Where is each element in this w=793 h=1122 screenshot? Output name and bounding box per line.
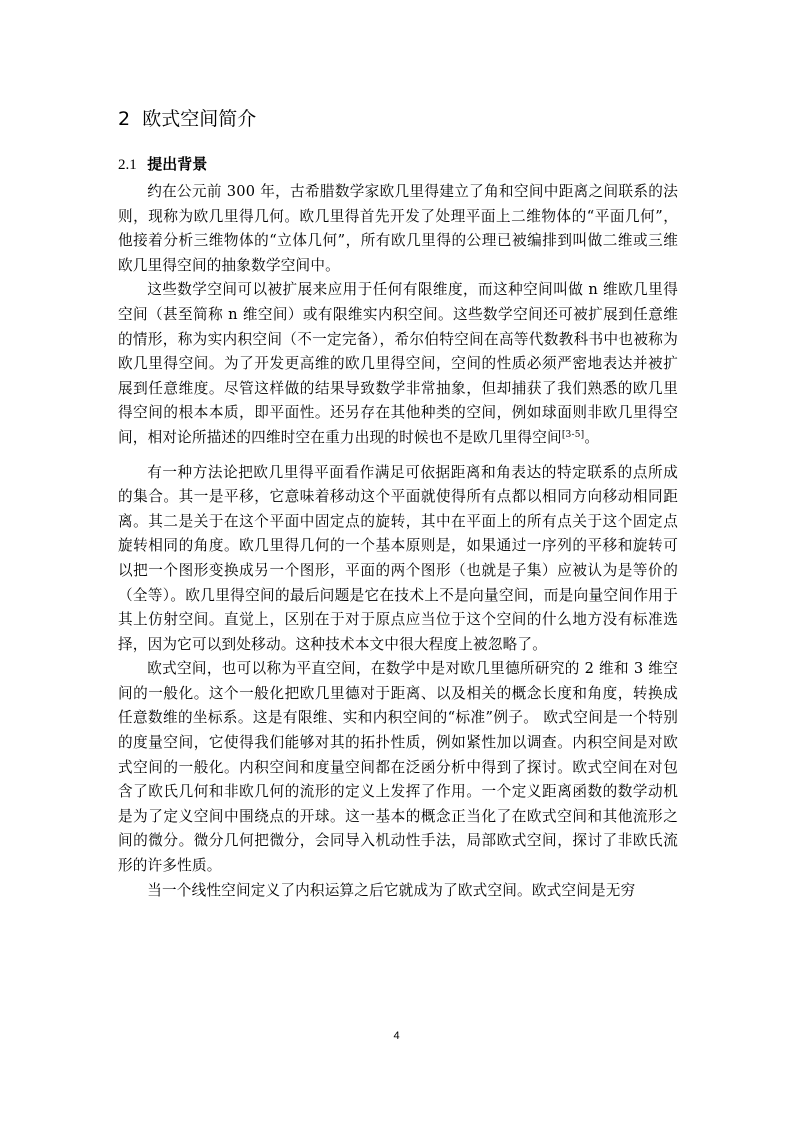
paragraph-2-text: 这些数学空间可以被扩展来应用于任何有限维度，而这种空间叫做 n 维欧几里得空间（甚至简称 n 维空间）或有限维实内积空间。这些数学空间还可被扩展到任意维的情形，称为实内积空间（不一定完备），希尔伯特空间在高等代数教科书中也被称为欧几里得空间。为了开发更高维的欧几里得空间，空间的性质必须严密地表达并被扩展到任意维度。尽管这样做的结果导致数学非常抽象，但却捕获了我们熟悉的欧几里得空间的根本本质，即平面性。还另存在其他种类的空间，例如球面则非欧几里得空间，相对论所描述的四维时空在重力出现的时候也不是欧几里得空间 — [118, 281, 678, 446]
paragraph-4: 欧式空间，也可以称为平直空间，在数学中是对欧几里德所研究的 2 维和 3 维空间的一般化。这个一般化把欧几里德对于距离、以及相关的概念长度和角度，转换成任意数维的坐标系。这是有限维、实和内积空间的“标准”例子。 欧式空间是一个特别的度量空间，它使得我们能够对其的拓扑性质，例如紧性加以调查。内积空间是对欧式空间的一般化。内积空间和度量空间都在泛函分析中得到了探讨。欧式空间在对包含了欧氏几何和非欧几何的流形的定义上发挥了作用。一个定义距离函数的数学动机是为了定义空间中围绕点的开球。这一基本的概念正当化了在欧式空间和其他流形之间的微分。微分几何把微分，会同导入机动性手法，局部欧式空间，探讨了非欧氏流形的许多性质。 — [118, 660, 678, 875]
page-number: 4 — [393, 1030, 400, 1042]
subsection-number: 2.1 — [118, 157, 137, 173]
section-number: 2 — [118, 108, 131, 130]
paragraph-5: 当一个线性空间定义了内积运算之后它就成为了欧式空间。欧式空间是无穷 — [147, 881, 636, 899]
subsection-title: 提出背景 — [147, 155, 208, 173]
section-heading — [118, 104, 256, 131]
paragraph-2-tail: 。 — [584, 428, 600, 446]
paragraph-2 — [118, 278, 678, 450]
paragraph-3: 有一种方法论把欧几里得平面看作满足可依据距离和角表达的特定联系的点所成的集合。其一是平移，它意味着移动这个平面就使得所有点都以相同方向移动相同距离。其二是关于在这个平面中固定点的旋转，其中在平面上的所有点关于这个固定点旋转相同的角度。欧几里得几何的一个基本原则是，如果通过一序列的平移和旋转可以把一个图形变换成另一个图形，平面的两个图形（也就是子集）应被认为是等价的（全等）。欧几里得空间的最后问题是它在技术上不是向量空间，而是向量空间作用于其上仿射空间。直觉上，区别在于对于原点应当位于这个空间的什么地方没有标准选择，因为它可以到处移动。这种技术本文中很大程度上被忽略了。 — [118, 463, 678, 653]
paragraph-1: 约在公元前 300 年，古希腊数学家欧几里得建立了角和空间中距离之间联系的法则，现称为欧几里得几何。欧几里得首先开发了处理平面上二维物体的“平面几何”，他接着分析三维物体的“立体几何”，所有欧几里得的公理已被编排到叫做二维或三维欧几里得空间的抽象数学空间中。 — [118, 183, 678, 274]
citation-marker[interactable]: [3-5] — [561, 429, 585, 440]
subsection-heading — [118, 153, 207, 174]
section-title: 欧式空间简介 — [142, 108, 257, 130]
body-text — [118, 180, 678, 903]
